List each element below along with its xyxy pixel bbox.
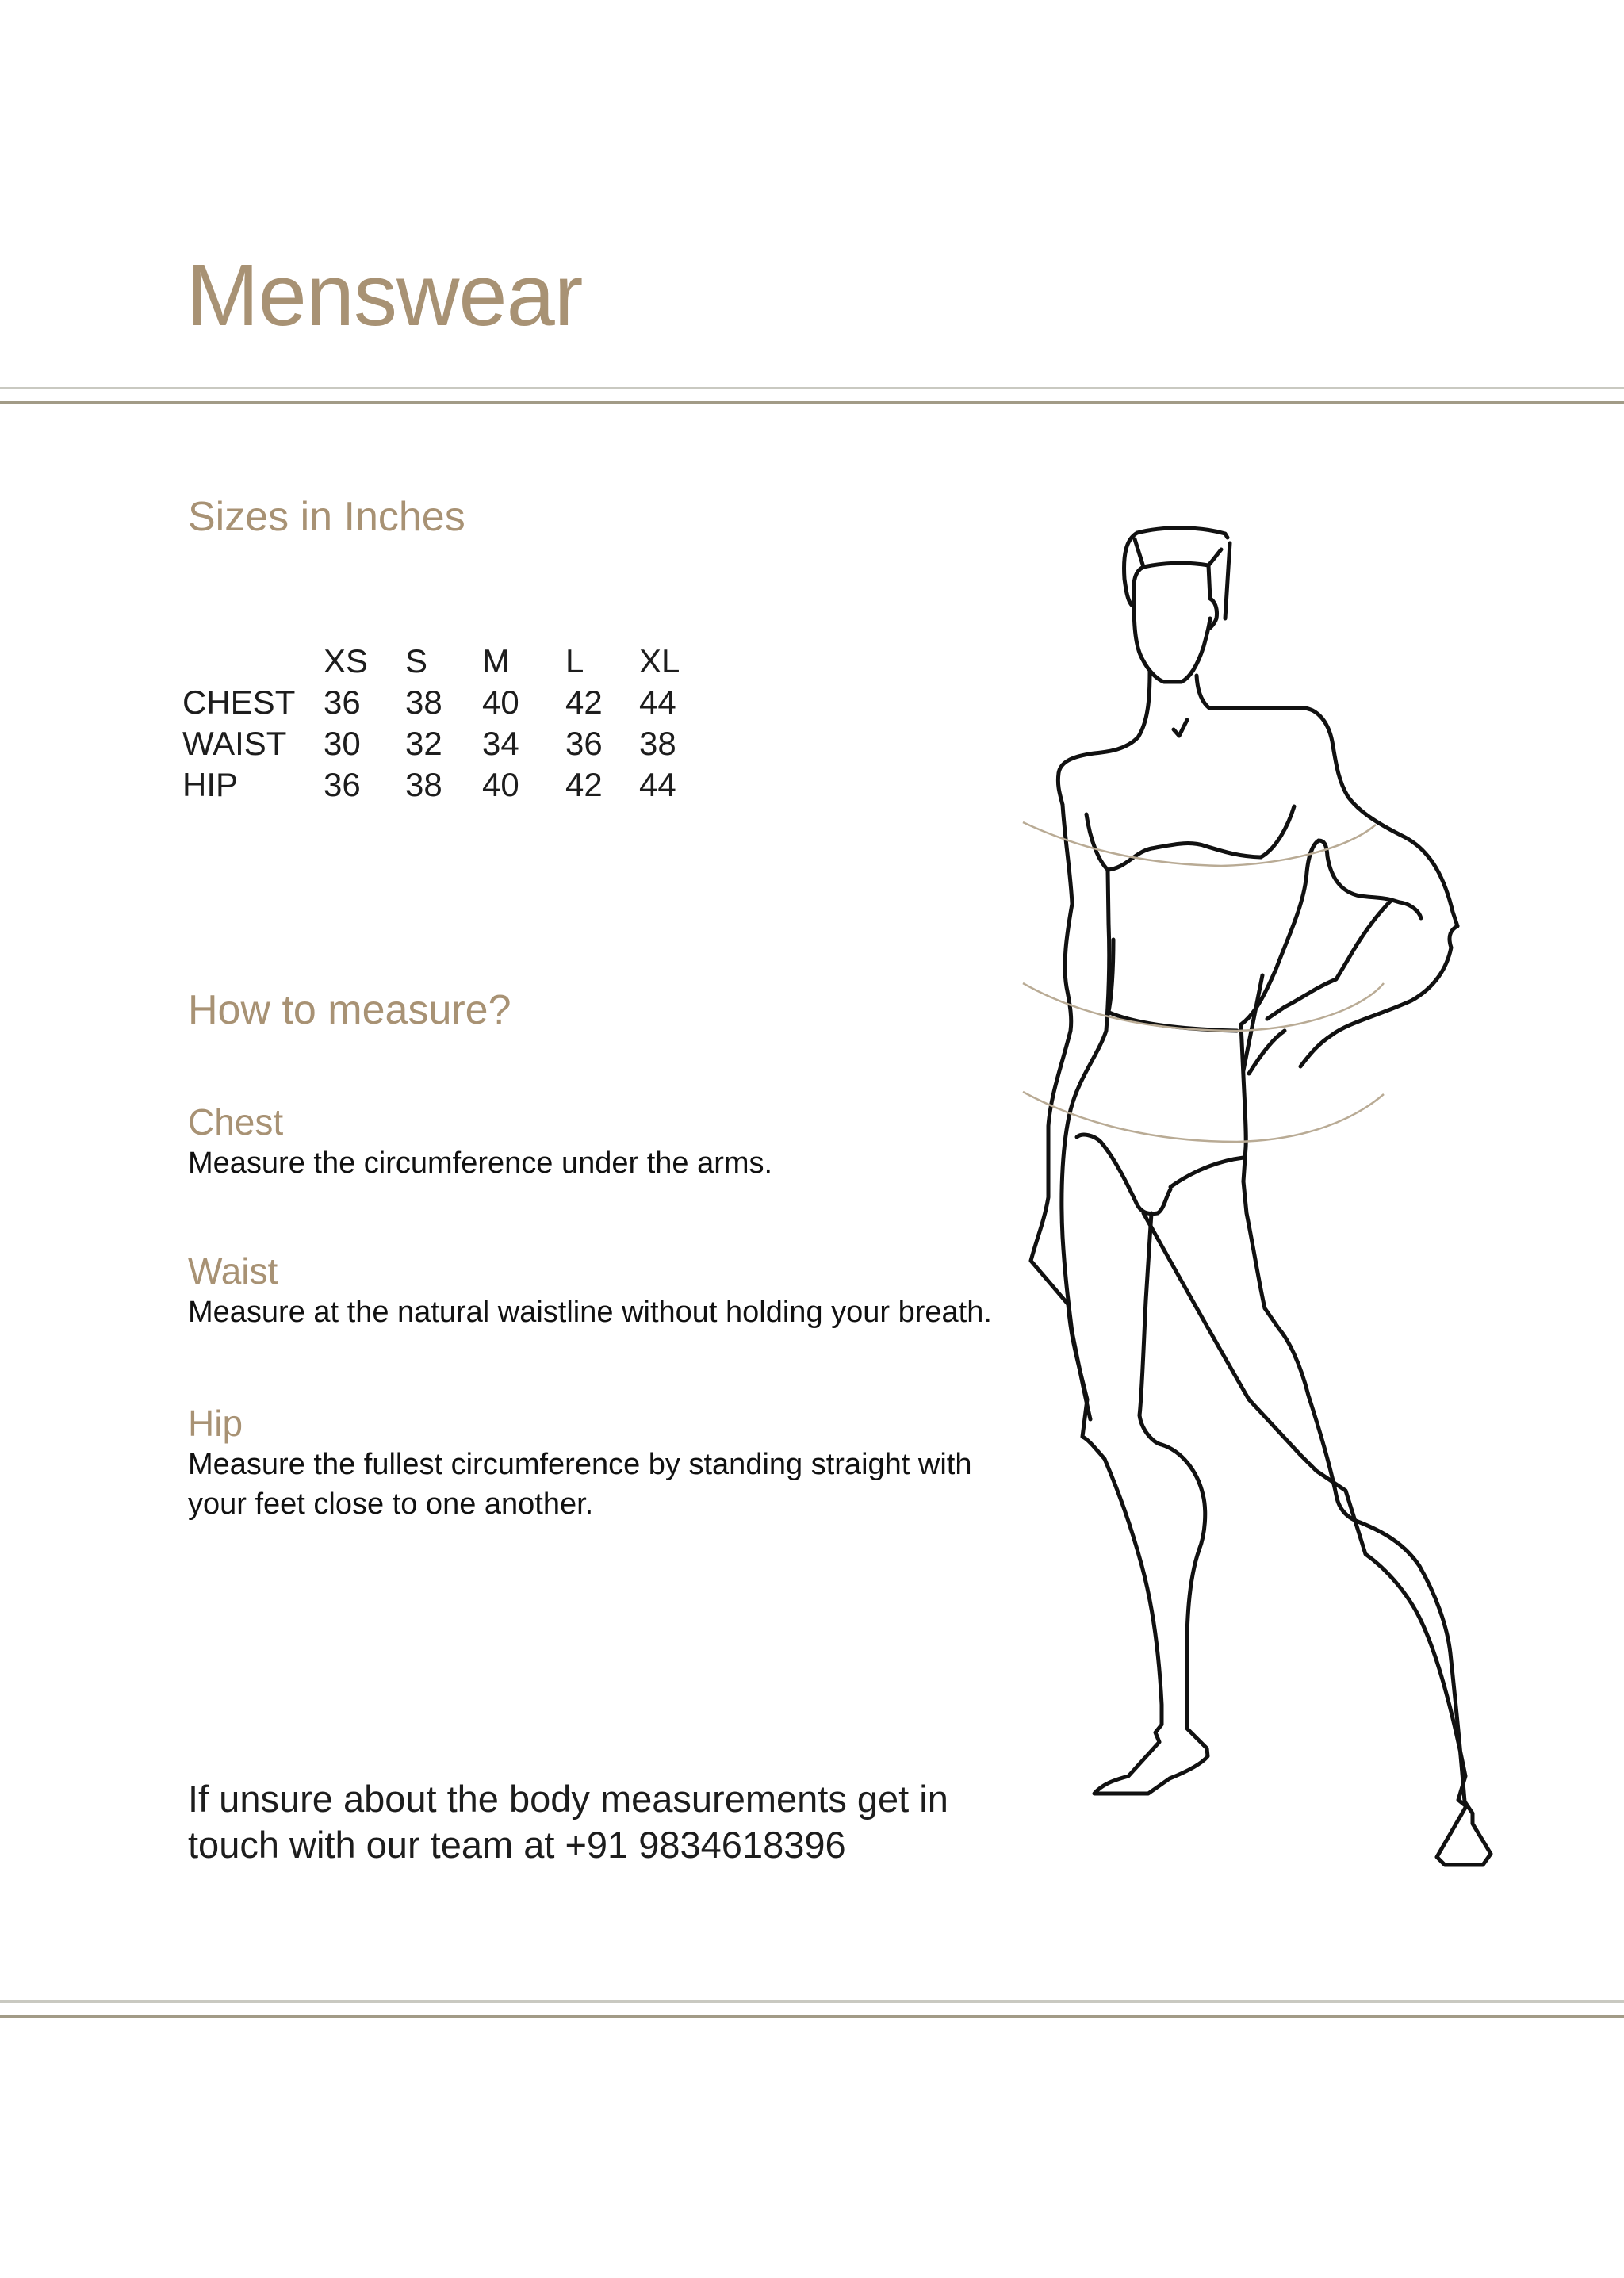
size-column-header: L — [565, 642, 584, 680]
bottom-divider-light — [0, 2000, 1624, 2003]
page-title: Menswear — [186, 247, 583, 344]
how-to-measure-heading: How to measure? — [188, 987, 511, 1033]
hip-instruction-line-2: your feet close to one another. — [188, 1487, 594, 1521]
top-divider-dark — [0, 401, 1624, 404]
hip-heading: Hip — [188, 1403, 243, 1444]
size-column-header: S — [405, 642, 428, 680]
table-cell: 42 — [565, 766, 603, 803]
contact-line-2: touch with our team at +91 9834618396 — [188, 1824, 846, 1866]
waist-instruction: Measure at the natural waistline without holding your breath. — [188, 1296, 992, 1329]
table-cell: 38 — [639, 725, 676, 762]
size-chart-heading: Sizes in Inches — [188, 494, 465, 540]
figure-outline-icon — [1031, 528, 1491, 1865]
waist-heading: Waist — [188, 1250, 278, 1292]
size-column-header: M — [482, 642, 510, 680]
size-table-header-row — [182, 641, 687, 682]
hip-measure-line — [1023, 1092, 1384, 1142]
table-row — [182, 764, 687, 806]
table-cell: 36 — [565, 725, 603, 762]
row-label: WAIST — [182, 725, 287, 762]
top-divider-light — [0, 387, 1624, 389]
table-cell: 42 — [565, 683, 603, 721]
chest-measure-line — [1023, 822, 1376, 866]
row-label: CHEST — [182, 683, 296, 721]
table-cell: 38 — [405, 683, 442, 721]
chest-heading: Chest — [188, 1101, 284, 1143]
table-cell: 30 — [324, 725, 361, 762]
row-label: HIP — [182, 766, 239, 803]
size-table — [182, 641, 687, 806]
contact-note — [188, 1776, 981, 1868]
table-cell: 36 — [324, 766, 361, 803]
table-cell: 40 — [482, 766, 519, 803]
size-column-header: XS — [324, 642, 369, 680]
size-column-header — [182, 641, 324, 682]
table-cell: 36 — [324, 683, 361, 721]
table-cell: 44 — [639, 683, 676, 721]
chest-instruction: Measure the circumference under the arms. — [188, 1147, 773, 1180]
waist-measure-line — [1023, 983, 1384, 1031]
table-row — [182, 682, 687, 723]
hip-instruction-line-1: Measure the fullest circumference by standing straight with — [188, 1448, 972, 1481]
contact-line-1: If unsure about the body measurements get in — [188, 1778, 948, 1820]
table-cell: 44 — [639, 766, 676, 803]
table-row — [182, 723, 687, 764]
size-column-header: XL — [639, 642, 680, 680]
bottom-divider-dark — [0, 2015, 1624, 2018]
table-cell: 38 — [405, 766, 442, 803]
table-cell: 34 — [482, 725, 519, 762]
table-cell: 40 — [482, 683, 519, 721]
table-cell: 32 — [405, 725, 442, 762]
